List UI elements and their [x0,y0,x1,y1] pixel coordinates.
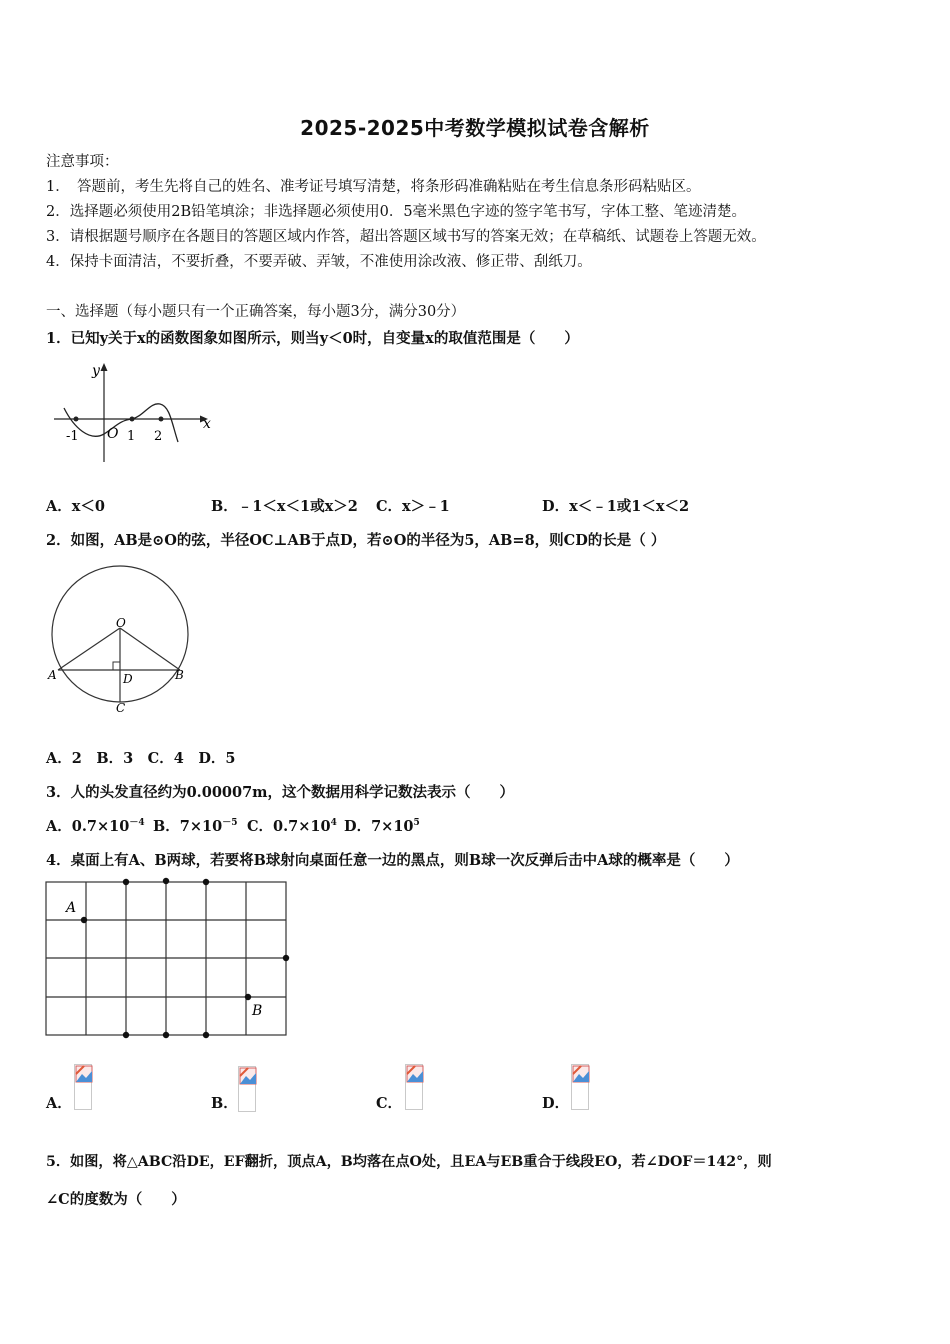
tick-1: 1 [127,429,136,444]
section-heading: 一、选择题（每小题只有一个正确答案，每小题3分，满分30分） [46,304,466,320]
q1-option-a: A．x＜0 [46,498,105,515]
label-b: B [175,668,184,682]
q4-option-d-label: D． [542,1095,570,1112]
broken-image-icon [239,1067,257,1085]
label-a: A [48,668,57,682]
x-axis-label: x [203,416,211,432]
origin-label: O [107,426,119,442]
question-5-line-1: 5．如图，将△ABC沿DE，EF翻折，顶点A，B均落在点O处，且EA与EB重合于线段EO，若∠DOF＝142°，则 [46,1154,772,1170]
q4-option-a-image [74,1064,92,1110]
broken-image-icon [406,1065,424,1083]
broken-image-icon [75,1065,93,1083]
q4-option-a-label: A． [46,1095,72,1112]
ball-a [81,917,87,923]
radius-ob [120,628,180,670]
broken-image-icon [572,1065,590,1083]
q3-option-d: D．$7\times 10^5$ [344,818,420,835]
label-d: D [123,672,133,686]
q1-option-d: D．x＜﹣1或1＜x＜2 [542,498,690,515]
question-5-line-2: ∠C的度数为（ ） [46,1191,186,1208]
q1-option-b: B．﹣1＜x＜1或x＞2 [211,498,358,515]
q4-option-d-image [571,1064,589,1110]
q2-options: A．2 B．3 C．4 D．5 [46,750,236,767]
radius-oa [58,628,120,670]
label-ball-a: A [66,900,77,916]
label-ball-b: B [252,1003,263,1019]
question-3-stem: 3．人的头发直径约为0.00007m，这个数据用科学记数法表示（ ） [46,784,515,801]
y-axis-label: y [92,363,100,379]
notice-heading: 注意事项： [46,154,119,170]
q4-option-c-image [405,1064,423,1110]
tick-minus-1: -1 [66,429,79,444]
notice-item-2: 2．选择题必须使用2B铅笔填涂；非选择题必须使用0．5毫米黑色字迹的签字笔书写，字体工整、笔迹清楚。 [46,204,747,220]
notice-item-4: 4．保持卡面清洁，不要折叠，不要弄破、弄皱，不准使用涂改液、修正带、刮纸刀。 [46,254,592,270]
q1-option-c: C．x＞﹣1 [376,498,450,515]
table-grid [46,882,286,1035]
q3-option-a: A．$0.7\times 10^{-4}$ [46,818,145,835]
question-2-circle-figure [46,557,196,717]
tick-2: 2 [154,429,163,444]
right-angle-mark [113,662,120,670]
y-axis-arrow [101,363,108,371]
question-4-grid-figure [40,876,296,1044]
q3-option-b: B．$7\times 10^{-5}$ [153,818,238,835]
label-c: C [116,701,126,715]
point-1 [130,417,135,422]
notice-item-3: 3．请根据题号顺序在各题目的答题区域内作答，超出答题区域书写的答案无效；在草稿纸、试题卷上答题无效。 [46,229,766,245]
question-4-stem: 4．桌面上有A、B两球，若要将B球射向桌面任意一边的黑点，则B球一次反弹后击中A球的概率是（ ） [46,852,739,869]
q4-option-b-image [238,1066,256,1112]
q4-option-b-label: B． [211,1095,238,1112]
point-2 [159,417,164,422]
q4-option-c-label: C． [376,1095,403,1112]
question-1-graph [46,358,226,468]
ball-b [245,994,251,1000]
question-1-stem: 1．已知y关于x的函数图象如图所示，则当y＜0时，自变量x的取值范围是（ ） [46,330,579,347]
label-o: O [116,616,126,630]
point-minus-1 [74,417,79,422]
notice-item-1: 1． 答题前，考生先将自己的姓名、准考证号填写清楚，将条形码准确粘贴在考生信息条形码粘贴区。 [46,179,701,195]
question-2-stem: 2．如图，AB是⊙O的弦，半径OC⊥AB于点D，若⊙O的半径为5，AB=8，则CD的长是（ ） [46,532,666,549]
q3-option-c: C．$0.7\times 10^4$ [247,818,337,835]
page-title: 2025-2025中考数学模拟试卷含解析 [300,116,650,140]
